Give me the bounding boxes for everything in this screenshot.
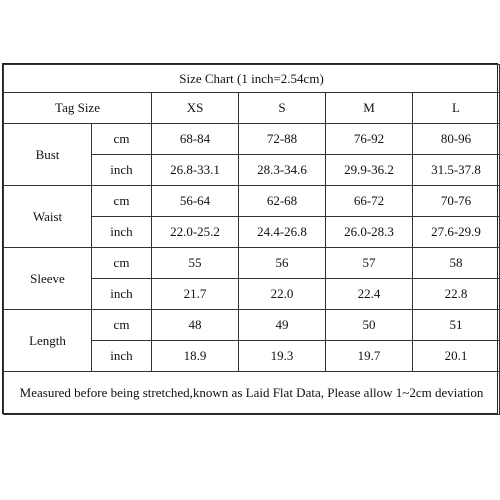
measure-name-waist: Waist [4,186,92,248]
value-cell: 24.4-26.8 [239,217,326,248]
header-row [4,93,500,124]
title-row [4,65,500,93]
value-cell: 57 [326,248,413,279]
table-row [4,186,500,217]
size-chart [2,63,498,414]
value-cell: 27.6-29.9 [413,217,500,248]
value-cell: 72-88 [239,124,326,155]
value-cell: 22.0-25.2 [152,217,239,248]
value-cell: 49 [239,310,326,341]
value-cell: 22.8 [413,279,500,310]
measure-name-sleeve: Sleeve [4,248,92,310]
size-header-m: M [326,93,413,124]
value-cell: 56 [239,248,326,279]
note-row [4,372,500,415]
value-cell: 26.0-28.3 [326,217,413,248]
tag-size-header: Tag Size [4,93,152,124]
chart-title: Size Chart (1 inch=2.54cm) [4,65,500,93]
value-cell: 70-76 [413,186,500,217]
measure-name-length: Length [4,310,92,372]
unit-cell: cm [92,248,152,279]
deviation-note: Measured before being stretched,known as Laid Flat Data, Please allow 1~2cm deviation [4,372,500,415]
table-row [4,124,500,155]
size-header-s: S [239,93,326,124]
value-cell: 56-64 [152,186,239,217]
unit-cell: inch [92,341,152,372]
value-cell: 55 [152,248,239,279]
value-cell: 48 [152,310,239,341]
value-cell: 26.8-33.1 [152,155,239,186]
size-table [3,64,500,415]
size-header-l: L [413,93,500,124]
value-cell: 62-68 [239,186,326,217]
value-cell: 80-96 [413,124,500,155]
value-cell: 31.5-37.8 [413,155,500,186]
value-cell: 22.0 [239,279,326,310]
unit-cell: inch [92,217,152,248]
value-cell: 68-84 [152,124,239,155]
value-cell: 66-72 [326,186,413,217]
value-cell: 21.7 [152,279,239,310]
value-cell: 22.4 [326,279,413,310]
measure-name-bust: Bust [4,124,92,186]
unit-cell: inch [92,279,152,310]
value-cell: 19.7 [326,341,413,372]
value-cell: 19.3 [239,341,326,372]
table-row [4,310,500,341]
unit-cell: cm [92,310,152,341]
value-cell: 29.9-36.2 [326,155,413,186]
table-row [4,248,500,279]
value-cell: 51 [413,310,500,341]
unit-cell: inch [92,155,152,186]
value-cell: 20.1 [413,341,500,372]
value-cell: 18.9 [152,341,239,372]
size-header-xs: XS [152,93,239,124]
value-cell: 50 [326,310,413,341]
value-cell: 58 [413,248,500,279]
value-cell: 28.3-34.6 [239,155,326,186]
value-cell: 76-92 [326,124,413,155]
unit-cell: cm [92,124,152,155]
unit-cell: cm [92,186,152,217]
